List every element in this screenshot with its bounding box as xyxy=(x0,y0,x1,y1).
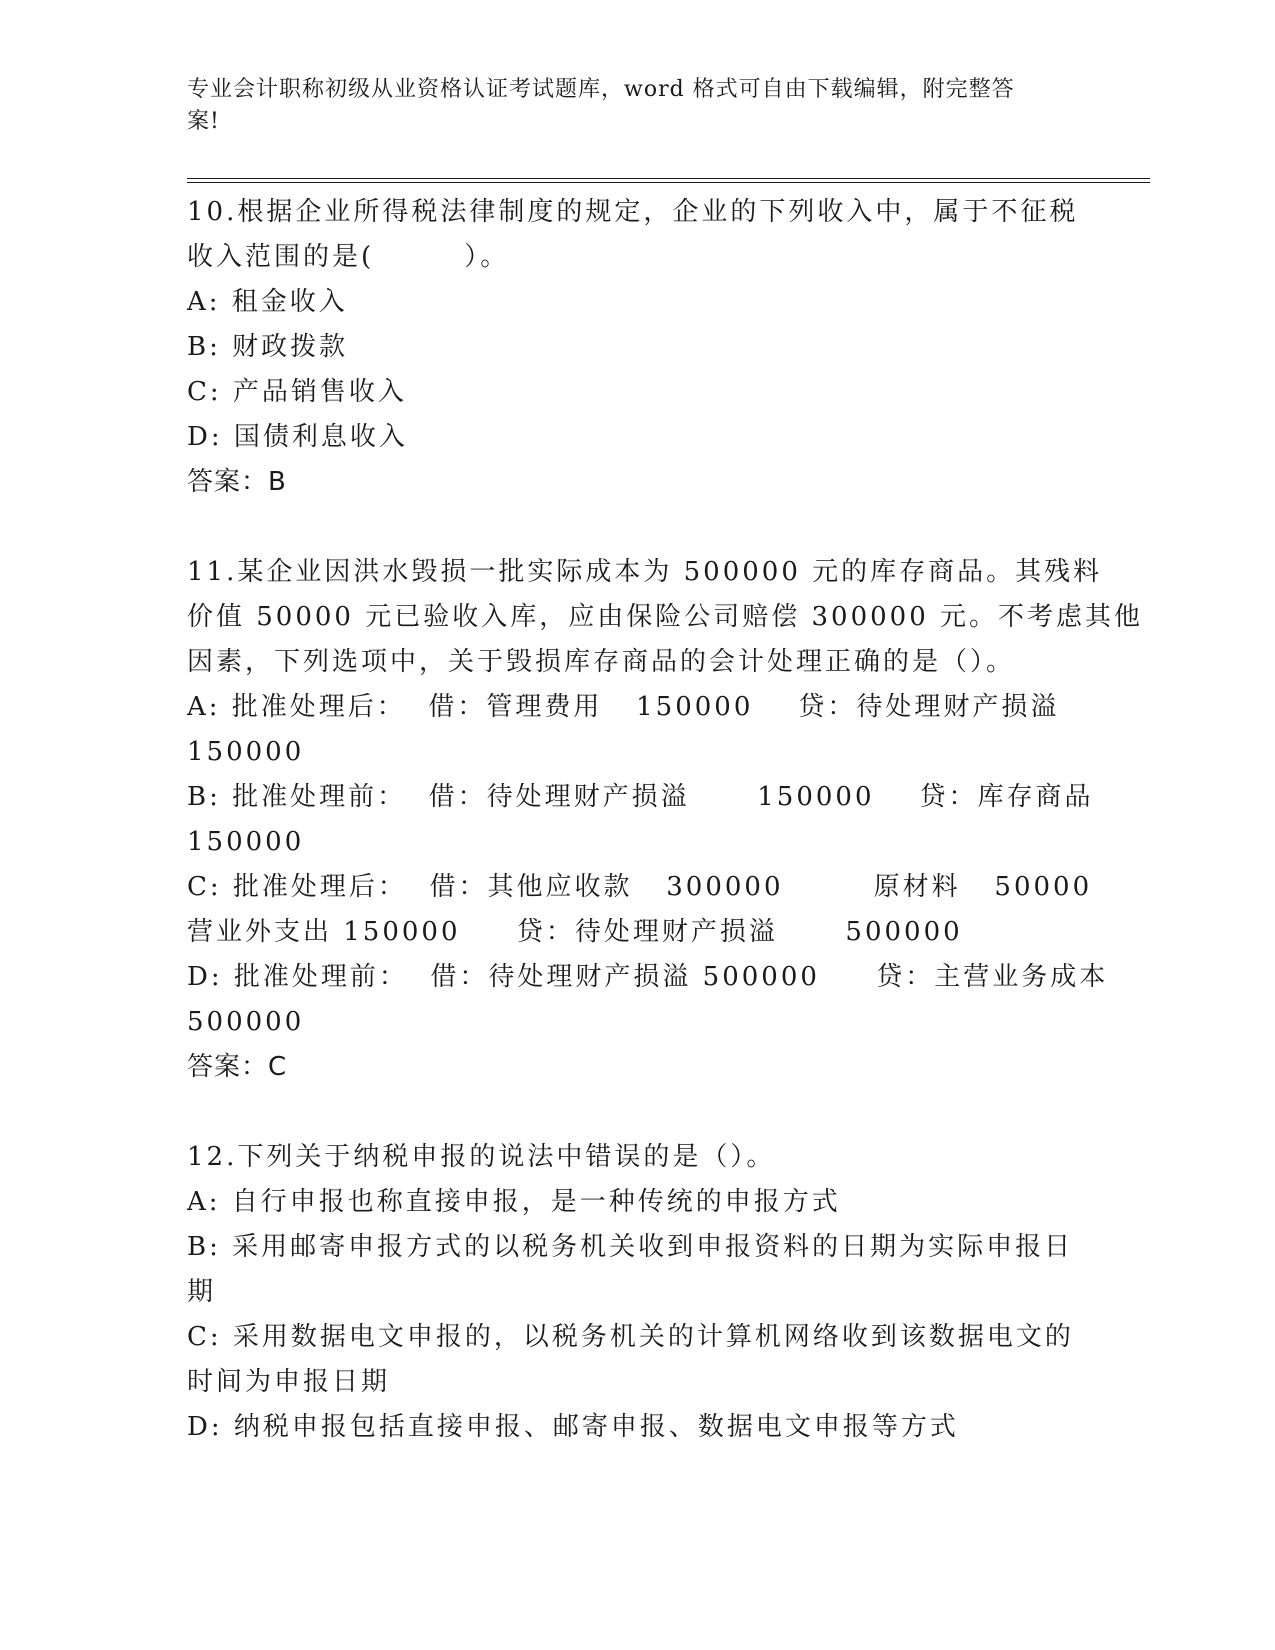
header-divider-bottom xyxy=(187,182,1150,183)
option-b-continued: 期 xyxy=(187,1277,217,1307)
option-d: D: 纳税申报包括直接申报、邮寄申报、数据电文申报等方式 xyxy=(187,1412,959,1442)
header-note xyxy=(187,74,1067,138)
question-stem-line: 10.根据企业所得税法律制度的规定，企业的下列收入中，属于不征税 xyxy=(187,197,1079,227)
question-11 xyxy=(187,550,1144,1090)
option-b: B: 采用邮寄申报方式的以税务机关收到申报资料的日期为实际申报日 xyxy=(187,1232,1074,1262)
option-c-continued: 营业外支出 150000 贷：待处理财产损溢 500000 xyxy=(187,917,963,947)
answer-line: 答案：B xyxy=(187,467,287,497)
option-b: B: 批准处理前： 借：待处理财产损溢 150000 贷：库存商品 xyxy=(187,782,1094,812)
question-stem-line: 12.下列关于纳税申报的说法中错误的是（）。 xyxy=(187,1142,776,1172)
question-stem-line: 收入范围的是( ）。 xyxy=(187,242,510,272)
option-b: B: 财政拨款 xyxy=(187,332,349,362)
header-note-line-1: 专业会计职称初级从业资格认证考试题库，word 格式可自由下载编辑，附完整答 xyxy=(187,77,1015,102)
question-stem-line: 11.某企业因洪水毁损一批实际成本为 500000 元的库存商品。其残料 xyxy=(187,557,1103,587)
option-a: A: 租金收入 xyxy=(187,287,348,317)
option-c: C: 批准处理后： 借：其他应收款 300000 原材料 50000 xyxy=(187,872,1093,902)
answer-line: 答案：C xyxy=(187,1052,288,1082)
header-divider-top xyxy=(187,178,1150,179)
spacer xyxy=(187,505,1087,550)
option-a: A: 自行申报也称直接申报，是一种传统的申报方式 xyxy=(187,1187,841,1217)
option-b-continued: 150000 xyxy=(187,827,305,857)
option-a: A: 批准处理后： 借：管理费用 150000 贷：待处理财产损溢 xyxy=(187,692,1060,722)
header-note-line-2: 案! xyxy=(187,109,220,134)
question-stem-line: 因素，下列选项中，关于毁损库存商品的会计处理正确的是（）。 xyxy=(187,647,1016,677)
option-c: C: 产品销售收入 xyxy=(187,377,407,407)
option-d: D: 批准处理前： 借：待处理财产损溢 500000 贷：主营业务成本 xyxy=(187,962,1109,992)
option-d: D: 国债利息收入 xyxy=(187,422,408,452)
option-c-continued: 时间为申报日期 xyxy=(187,1367,391,1397)
option-a-continued: 150000 xyxy=(187,737,305,767)
question-12 xyxy=(187,1135,1087,1450)
option-c: C: 采用数据电文申报的，以税务机关的计算机网络收到该数据电文的 xyxy=(187,1322,1074,1352)
question-list xyxy=(187,190,1144,1450)
spacer xyxy=(187,1090,1087,1135)
option-d-continued: 500000 xyxy=(187,1007,305,1037)
question-10 xyxy=(187,190,1087,505)
question-stem-line: 价值 50000 元已验收入库，应由保险公司赔偿 300000 元。不考虑其他 xyxy=(187,602,1144,632)
